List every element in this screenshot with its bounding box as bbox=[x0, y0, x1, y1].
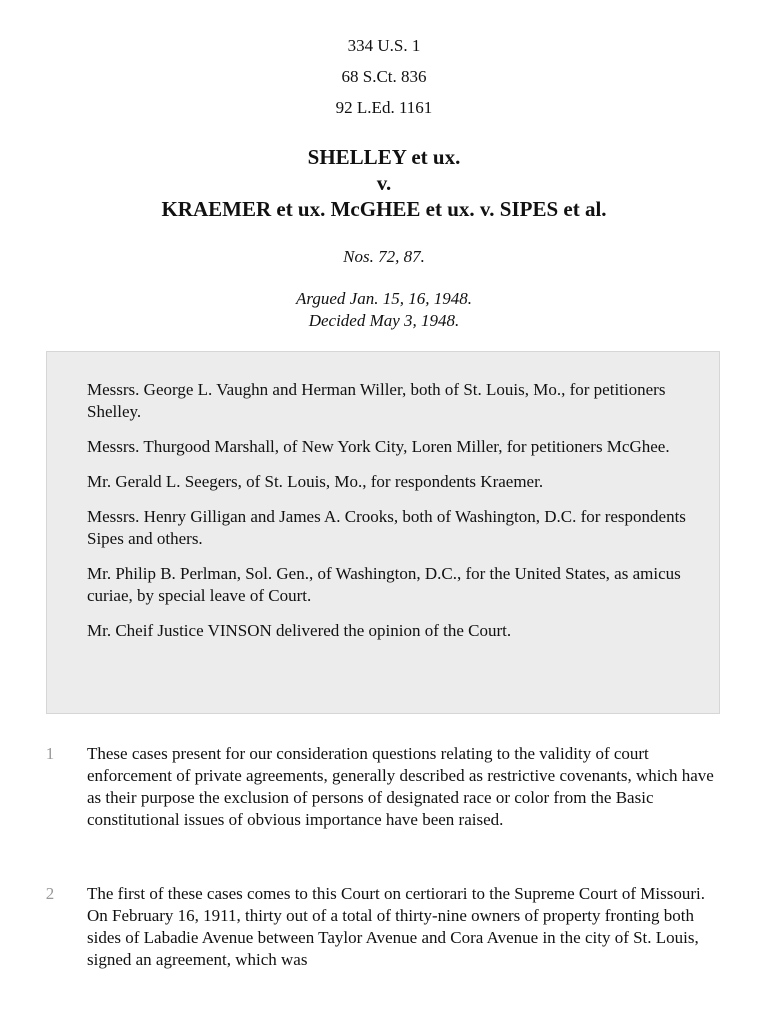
citation-us-reports: 334 U.S. 1 bbox=[347, 36, 421, 55]
paragraph-number: 1 bbox=[45, 744, 55, 763]
decided-date: Decided May 3, 1948. bbox=[308, 311, 460, 330]
opinion-author: Mr. Cheif Justice VINSON delivered the opinion of the Court. bbox=[87, 621, 512, 640]
reporter-citations bbox=[0, 34, 768, 127]
docket-numbers: Nos. 72, 87. bbox=[343, 247, 425, 266]
case-dates bbox=[0, 288, 768, 332]
counsel-entry: Messrs. Henry Gilligan and James A. Crooks, both of Washington, D.C. for respondents Sipes and others. bbox=[87, 507, 686, 548]
counsel-entry: Messrs. Thurgood Marshall, of New York City, Loren Miller, for petitioners McGhee. bbox=[87, 437, 670, 456]
counsel-box bbox=[46, 351, 720, 714]
counsel-entry: Mr. Philip B. Perlman, Sol. Gen., of Washington, D.C., for the United States, as amicus curiae, by special leave of Court. bbox=[87, 564, 681, 605]
case-title-line-1: SHELLEY et ux. bbox=[307, 145, 461, 169]
case-title bbox=[0, 144, 768, 222]
case-title-line-2: v. bbox=[376, 171, 392, 195]
argued-date: Argued Jan. 15, 16, 1948. bbox=[296, 289, 472, 308]
counsel-entry: Mr. Gerald L. Seegers, of St. Louis, Mo., for respondents Kraemer. bbox=[87, 472, 544, 491]
paragraph-text: These cases present for our consideration questions relating to the validity of court enforcement of private agreements, generally described as restrictive covenants, which have as their purpose the exclusion of persons of designated race or color from the Basic constitutional issues of obvious importance have been raised. bbox=[87, 744, 714, 829]
counsel-entry: Messrs. George L. Vaughn and Herman Willer, both of St. Louis, Mo., for petitioners Shelley. bbox=[87, 380, 666, 421]
paragraph-text: The first of these cases comes to this Court on certiorari to the Supreme Court of Missouri. On February 16, 1911, thirty out of a total of thirty-nine owners of property fronting both sides of Labadie Avenue between Taylor Avenue and Cora Avenue in the city of St. Louis, signed an agreement, which was bbox=[87, 884, 706, 969]
case-title-line-3: KRAEMER et ux. McGHEE et ux. v. SIPES et al. bbox=[161, 197, 607, 221]
citation-lawyers-edition: 92 L.Ed. 1161 bbox=[335, 98, 433, 117]
citation-supreme-court-reporter: 68 S.Ct. 836 bbox=[341, 67, 427, 86]
paragraph-number: 2 bbox=[45, 884, 55, 903]
